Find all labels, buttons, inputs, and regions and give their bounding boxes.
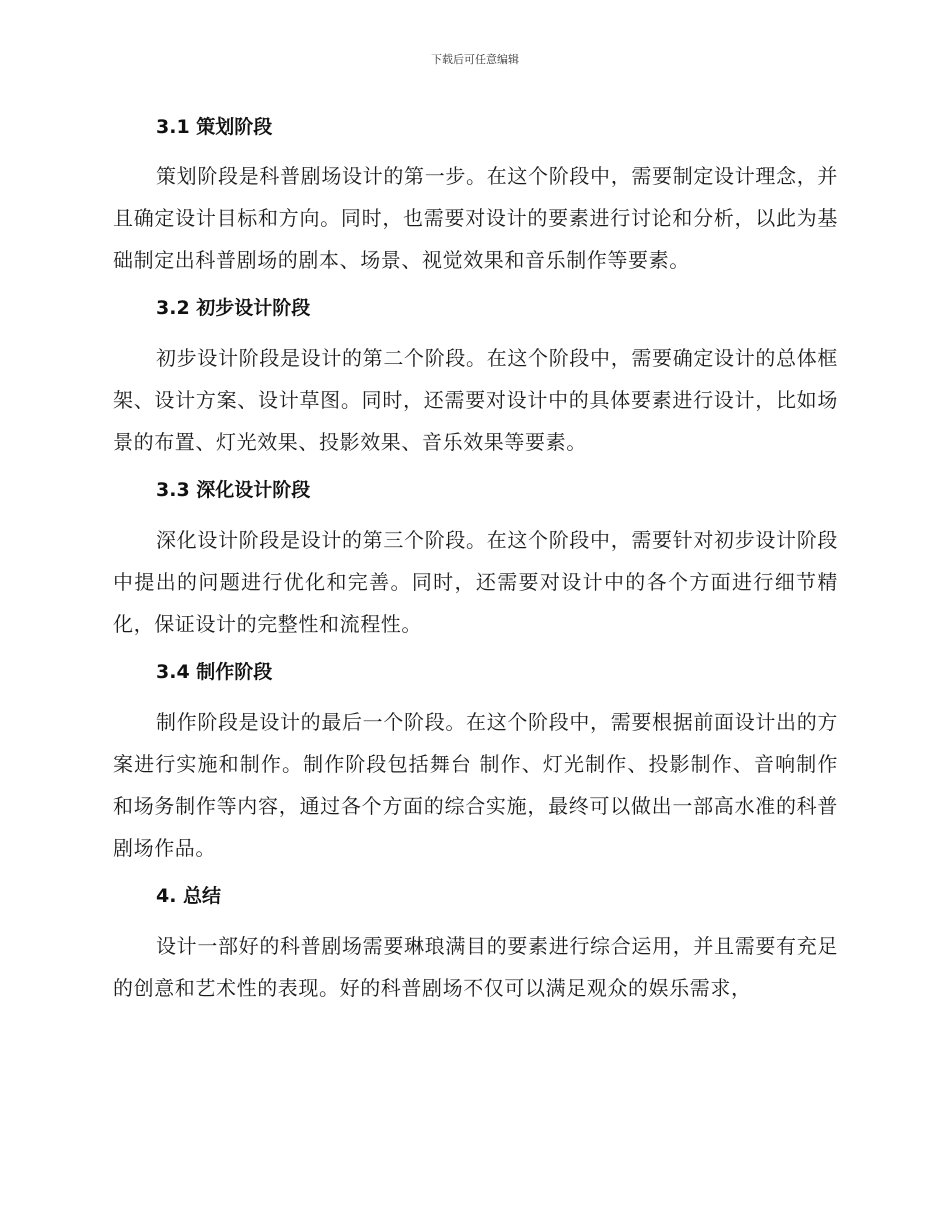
section-heading-3-2: 3.2 初步设计阶段	[156, 297, 311, 319]
section-paragraph-3-3: 深化设计阶段是设计的第三个阶段。在这个阶段中，需要针对初步设计阶段中提出的问题进行优化和完善。同时，还需要对设计中的各个方面进行细节精化，保证设计的完整性和流程性。	[113, 528, 838, 636]
section-heading-3-1: 3.1 策划阶段	[156, 116, 273, 138]
page-header: 下载后可任意编辑	[431, 53, 519, 66]
section-heading-3-3: 3.3 深化设计阶段	[156, 479, 311, 501]
section-paragraph-3-4: 制作阶段是设计的最后一个阶段。在这个阶段中，需要根据前面设计出的方案进行实施和制作。制作阶段包括舞台 制作、灯光制作、投影制作、音响制作和场务制作等内容，通过各个方面的综合实施，最终可以做出一部高水准的科普剧场作品。	[113, 710, 838, 860]
document-body	[113, 110, 838, 1009]
section-heading-4: 4. 总结	[156, 885, 222, 907]
section-paragraph-4: 设计一部好的科普剧场需要琳琅满目的要素进行综合运用，并且需要有充足的创意和艺术性的表现。好的科普剧场不仅可以满足观众的娱乐需求，	[113, 934, 838, 1000]
section-paragraph-3-1: 策划阶段是科普剧场设计的第一步。在这个阶段中，需要制定设计理念，并且确定设计目标和方向。同时，也需要对设计的要素进行讨论和分析，以此为基础制定出科普剧场的剧本、场景、视觉效果和音乐制作等要素。	[113, 164, 838, 272]
section-heading-3-4: 3.4 制作阶段	[156, 661, 273, 683]
section-paragraph-3-2: 初步设计阶段是设计的第二个阶段。在这个阶段中，需要确定设计的总体框架、设计方案、设计草图。同时，还需要对设计中的具体要素进行设计，比如场景的布置、灯光效果、投影效果、音乐效果等要素。	[113, 346, 838, 454]
